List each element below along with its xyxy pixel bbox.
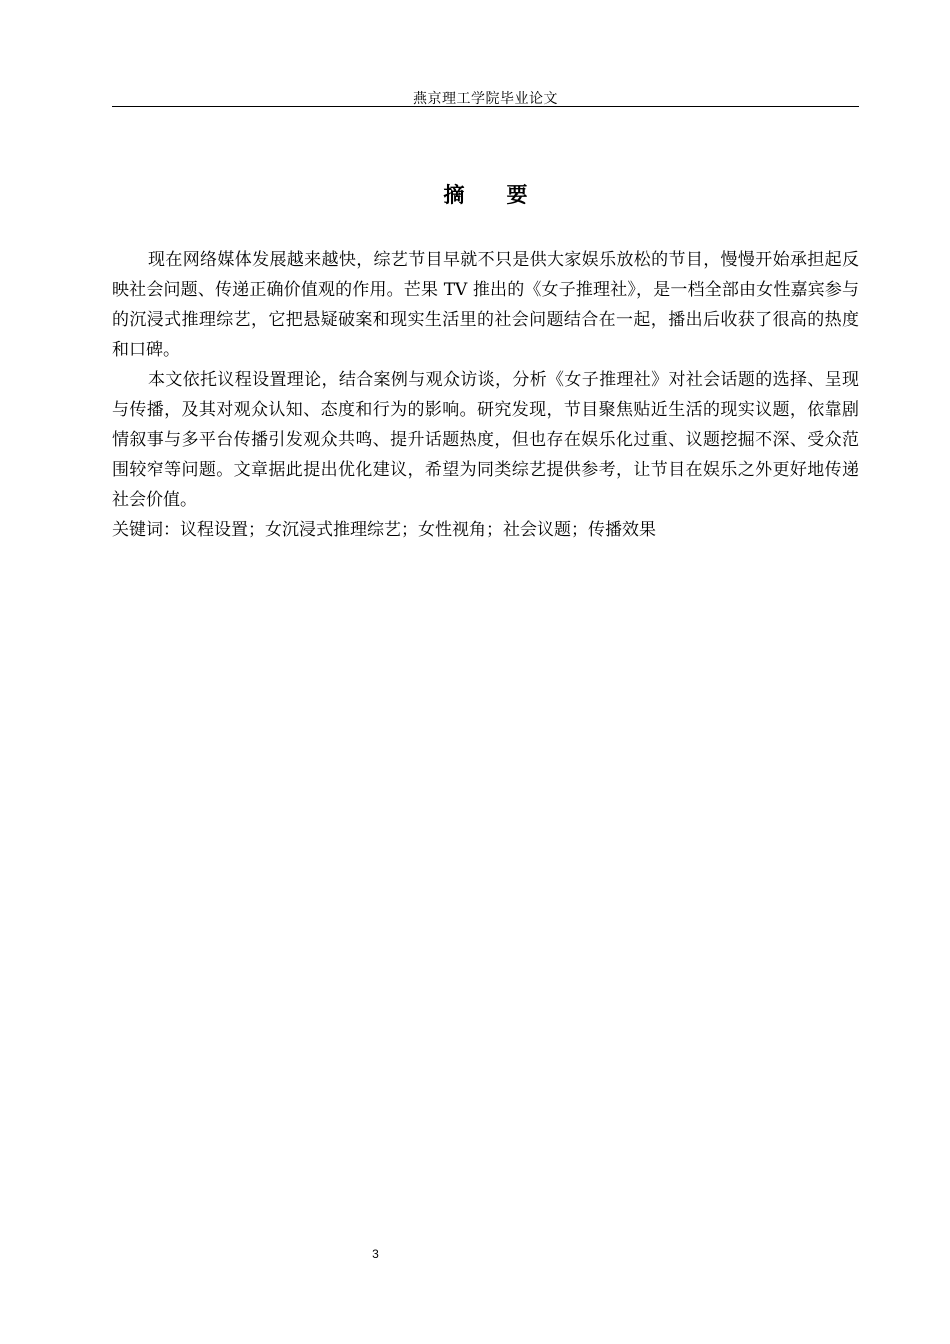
header-divider [112,106,859,107]
abstract-paragraph-1: 现在网络媒体发展越来越快，综艺节目早就不只是供大家娱乐放松的节目，慢慢开始承担起反映社会问题、传递正确价值观的作用。芒果 TV 推出的《女子推理社》，是一档全部由女性嘉宾参与的沉浸式推理综艺，它把悬疑破案和现实生活里的社会问题结合在一起，播出后收获了很高的热度和口碑。 [112,250,859,360]
keywords-text: 议程设置；女沉浸式推理综艺；女性视角；社会议题；传播效果 [180,520,656,540]
keywords-label: 关键词 [112,520,163,540]
running-header-title: 燕京理工学院毕业论文 [413,91,558,107]
abstract-heading-char-1: 摘 [443,183,465,207]
abstract-heading-char-2: 要 [506,183,528,207]
keywords-separator: ： [163,520,180,540]
abstract-paragraph-2: 本文依托议程设置理论，结合案例与观众访谈，分析《女子推理社》对社会话题的选择、呈现与传播，及其对观众认知、态度和行为的影响。研究发现，节目聚焦贴近生活的现实议题，依靠剧情叙事与多平台传播引发观众共鸣、提升话题热度，但也存在娱乐化过重、议题挖掘不深、受众范围较窄等问题。文章据此提出优化建议，希望为同类综艺提供参考，让节目在娱乐之外更好地传递社会价值。 [112,370,859,510]
page-number: 3 [372,1247,379,1261]
keywords-line [112,515,859,545]
abstract-body [112,245,859,545]
abstract-heading [112,180,859,210]
